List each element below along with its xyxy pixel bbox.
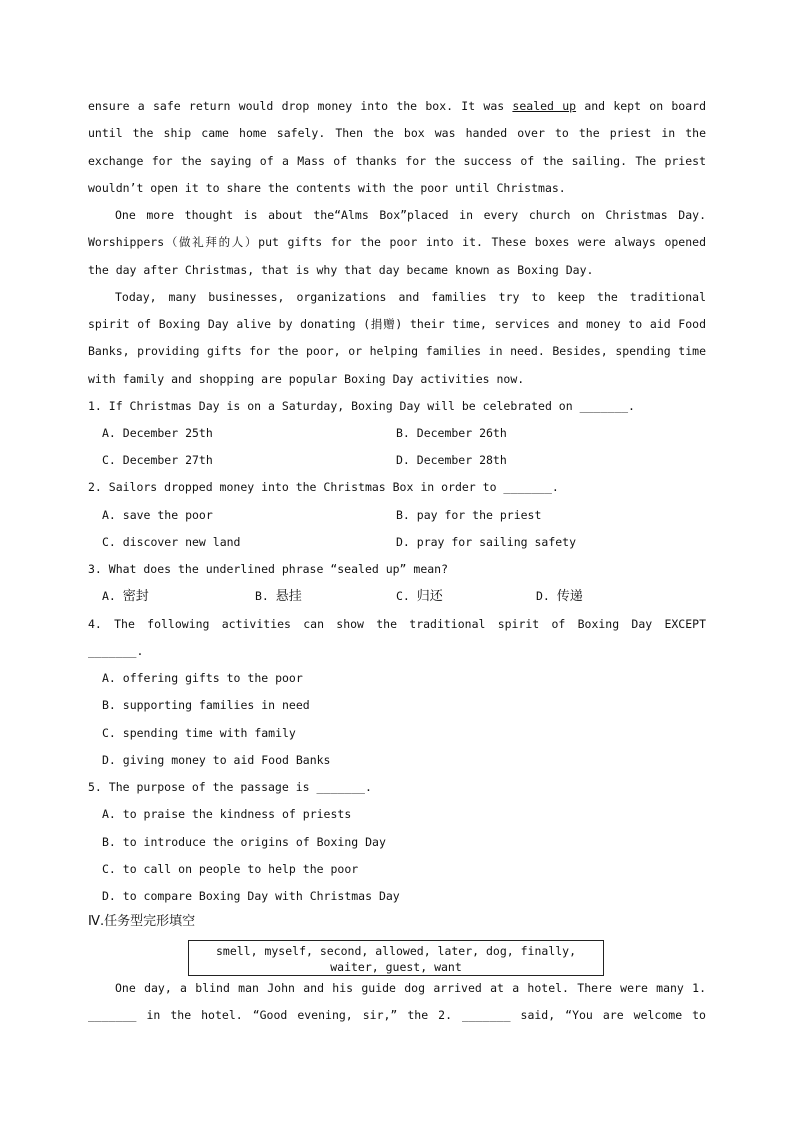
q1-option-b: B. December 26th — [396, 426, 507, 440]
question-2-stem: 2. Sailors dropped money into the Christmas Box in order to _______. — [88, 480, 559, 494]
q5-option-d: D. to compare Boxing Day with Christmas Day — [102, 889, 400, 903]
word-bank-line: smell, myself, second, allowed, later, dog, finally, — [215, 944, 577, 958]
cloze-line: One day, a blind man John and his guide dog arrived at a hotel. There were many 1. — [115, 981, 706, 995]
q5-option-a: A. to praise the kindness of priests — [102, 807, 352, 821]
passage-line: One more thought is about the“Alms Box”placed in every church on Christmas Day. — [115, 208, 706, 222]
passage-line: with family and shopping are popular Boxing Day activities now. — [88, 372, 525, 386]
passage-line: the day after Christmas, that is why that day became known as Boxing Day. — [88, 263, 594, 277]
q1-option-d: D. December 28th — [396, 453, 507, 467]
section-4-heading: Ⅳ.任务型完形填空 — [88, 914, 196, 929]
question-5-stem: 5. The purpose of the passage is _______. — [88, 780, 372, 794]
q3-option-a: A. 密封 — [102, 589, 149, 604]
q5-option-b: B. to introduce the origins of Boxing Day — [102, 835, 386, 849]
word-bank-line: waiter, guest, want — [330, 960, 462, 974]
passage-line: spirit of Boxing Day alive by donating (捐赠) their time, services and money to aid Food — [88, 317, 707, 331]
q1-option-c: C. December 27th — [102, 453, 213, 467]
question-4-blank: _______. — [88, 644, 144, 658]
q3-option-b: B. 悬挂 — [255, 589, 302, 604]
q3-option-d: D. 传递 — [536, 589, 583, 604]
q4-option-c: C. spending time with family — [102, 726, 296, 740]
q2-option-a: A. save the poor — [102, 508, 213, 522]
passage-line: Banks, providing gifts for the poor, or helping families in need. Besides, spending time — [88, 344, 706, 358]
question-4-stem: 4. The following activities can show the traditional spirit of Boxing Day EXCEPT — [88, 617, 706, 631]
passage-line: wouldn’t open it to share the contents with the poor until Christmas. — [88, 181, 566, 195]
q2-option-b: B. pay for the priest — [396, 508, 542, 522]
q1-option-a: A. December 25th — [102, 426, 213, 440]
q2-option-c: C. discover new land — [102, 535, 241, 549]
q4-option-d: D. giving money to aid Food Banks — [102, 753, 331, 767]
cloze-line: _______ in the hotel. “Good evening, sir,” the 2. _______ said, “You are welcome to — [88, 1008, 706, 1022]
passage-line: until the ship came home safely. Then the box was handed over to the priest in the — [88, 126, 706, 140]
passage-line: ensure a safe return would drop money into the box. It was sealed up and kept on board — [88, 99, 706, 113]
question-3-stem: 3. What does the underlined phrase “sealed up” mean? — [88, 562, 449, 576]
q3-option-c: C. 归还 — [396, 589, 443, 604]
q4-option-b: B. supporting families in need — [102, 698, 310, 712]
word-bank-box — [188, 940, 604, 976]
passage-line: exchange for the saying of a Mass of thanks for the success of the sailing. The priest — [88, 154, 706, 168]
passage-line: Today, many businesses, organizations and families try to keep the traditional — [115, 290, 706, 304]
passage-line: Worshippers（做礼拜的人）put gifts for the poor into it. These boxes were always opened — [88, 235, 706, 249]
q2-option-d: D. pray for sailing safety — [396, 535, 577, 549]
q4-option-a: A. offering gifts to the poor — [102, 671, 303, 685]
question-1-stem: 1. If Christmas Day is on a Saturday, Boxing Day will be celebrated on _______. — [88, 399, 635, 413]
underlined-phrase: sealed up — [512, 99, 577, 113]
q5-option-c: C. to call on people to help the poor — [102, 862, 359, 876]
